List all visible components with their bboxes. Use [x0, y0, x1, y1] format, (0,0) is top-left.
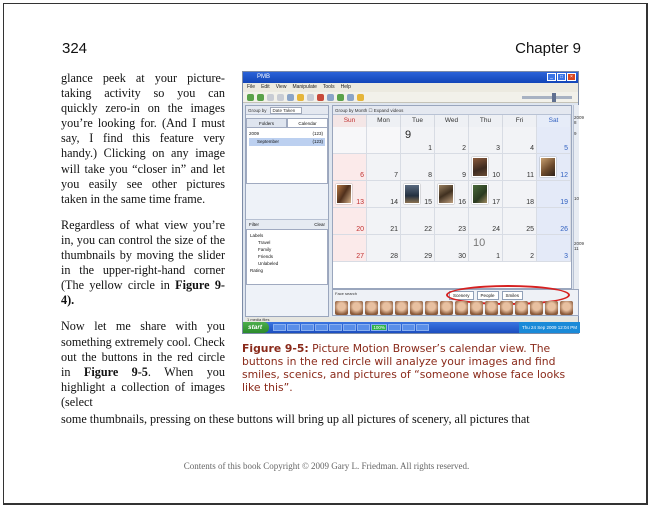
taskbar-apps — [273, 324, 429, 331]
view-tabs — [246, 118, 328, 128]
left-pane — [245, 105, 329, 317]
calendar-day-number: 26 — [560, 226, 568, 233]
calendar-day-number: 2 — [462, 145, 466, 152]
calendar-day-number: 2 — [530, 253, 534, 260]
edit-icon — [347, 94, 354, 101]
paragraph-2 — [61, 218, 225, 309]
calendar-day-number: 12 — [560, 172, 568, 179]
calendar-day-number: 29 — [424, 253, 432, 260]
taskbar-app — [343, 324, 356, 331]
tree-item-label: September — [257, 139, 280, 144]
calendar-day-number: 24 — [492, 226, 500, 233]
calendar-day-number: 28 — [390, 253, 398, 260]
calendar-cell — [367, 154, 401, 181]
weekday-tue: Tue — [401, 115, 435, 127]
calendar-cell — [333, 235, 367, 262]
body-text-column — [61, 71, 225, 421]
taskbar-app — [329, 324, 342, 331]
taskbar — [243, 322, 580, 333]
calendar-cell — [469, 181, 503, 208]
calendar-cell — [469, 235, 503, 262]
weekday-mon: Mon — [367, 115, 401, 127]
face-thumbnail — [485, 301, 498, 315]
calendar-cell — [435, 208, 469, 235]
taskbar-app — [357, 324, 370, 331]
paragraph-3-text-end: . When you highlight a collection of images (select — [61, 364, 225, 409]
figure-reference: Figure 9-4). — [61, 278, 225, 308]
print-icon — [327, 94, 334, 101]
filter-label: Filter — [249, 222, 259, 227]
face-search-bar — [332, 289, 579, 316]
chapter-heading: Chapter 9 — [515, 40, 581, 57]
close-icon: × — [567, 73, 576, 81]
calendar-day-number: 16 — [458, 199, 466, 206]
system-tray-clock: Thu 24 Sep 2009 12:04 PM — [519, 322, 580, 333]
calendar-cell — [503, 154, 537, 181]
forward-icon — [257, 94, 264, 101]
calendar-day-number: 3 — [496, 145, 500, 152]
menu-help: Help — [340, 84, 351, 90]
calendar-day-number: 9 — [462, 172, 466, 179]
face-search-label: Face search — [335, 291, 358, 296]
calendar-day-number: 1 — [496, 253, 500, 260]
calendar-cell — [333, 154, 367, 181]
face-thumbnail — [350, 301, 363, 315]
calendar-day-number: 5 — [564, 145, 568, 152]
minimize-icon: _ — [547, 73, 556, 81]
face-thumbnail — [440, 301, 453, 315]
face-thumbnail — [365, 301, 378, 315]
calendar-cell — [435, 181, 469, 208]
menu-manipulate: Manipulate — [292, 84, 317, 90]
photo-thumbnail — [540, 157, 556, 177]
calendar-cell — [401, 181, 435, 208]
calendar-cell — [435, 127, 469, 154]
toolbar-icon — [267, 94, 274, 101]
calendar-day-number: 21 — [390, 226, 398, 233]
calendar-day-number: 13 — [356, 199, 364, 206]
taskbar-app — [416, 324, 429, 331]
copyright-footer: Contents of this book Copyright © 2009 Gary L. Friedman. All rights reserved. — [183, 461, 470, 471]
toolbar-icon — [307, 94, 314, 101]
calendar-day-number: 15 — [424, 199, 432, 206]
scenery-button: Scenery — [449, 291, 474, 300]
page-number: 324 — [62, 40, 88, 57]
calendar-day-number: 23 — [458, 226, 466, 233]
month-marker: 8 — [574, 120, 577, 125]
maximize-icon: □ — [557, 73, 566, 81]
paragraph-2-text: Regardless of what view you’re in, you can control the size of the thumbnails by moving the slider in the upper-right-hand corner (The yellow circle in — [61, 217, 225, 293]
calendar-cell — [469, 127, 503, 154]
calendar-cell — [503, 208, 537, 235]
face-thumbnail — [380, 301, 393, 315]
filter-clear-button: Clear — [314, 222, 325, 227]
calendar-cell — [367, 235, 401, 262]
face-thumbnails — [335, 301, 573, 315]
taskbar-app — [388, 324, 401, 331]
menu-bar — [243, 83, 578, 92]
tree-item-month — [249, 138, 325, 146]
calendar-cell — [333, 181, 367, 208]
calendar-cell — [401, 127, 435, 154]
tree-item-year — [249, 130, 325, 138]
calendar-cell — [333, 127, 367, 154]
group-by-label: Group by — [248, 108, 267, 113]
calendar-cell — [537, 208, 571, 235]
calendar-day-number: 4 — [530, 145, 534, 152]
menu-view: View — [275, 84, 287, 90]
calendar-day-number: 20 — [356, 226, 364, 233]
calendar-grid — [333, 115, 571, 262]
face-thumbnail — [530, 301, 543, 315]
face-thumbnail — [425, 301, 438, 315]
calendar-cell — [333, 208, 367, 235]
paragraph-3-text: Now let me share with you something extremely cool. Check out the buttons in the red circle in — [61, 319, 225, 379]
taskbar-app — [273, 324, 286, 331]
menu-file: File — [247, 84, 256, 90]
import-icon — [287, 94, 294, 101]
calendar-cell — [537, 181, 571, 208]
group-by-select: Date Taken — [270, 107, 303, 114]
calendar-day-number: 7 — [394, 172, 398, 179]
month-marker: 11 — [574, 246, 579, 251]
face-thumbnail — [335, 301, 348, 315]
filter-item-unlabeled: Unlabeled — [258, 261, 279, 266]
calendar-day-number: 6 — [360, 172, 364, 179]
calendar-cell — [401, 154, 435, 181]
filter-item-labels: Labels — [250, 233, 264, 238]
toolbar — [243, 92, 578, 103]
calendar-day-number: 14 — [390, 199, 398, 206]
face-thumbnail — [410, 301, 423, 315]
year-marker: 2009 — [574, 241, 585, 246]
face-thumbnail — [515, 301, 528, 315]
figure-screenshot — [242, 71, 585, 334]
zoom-percent: 100% — [371, 324, 387, 331]
next-month-marker: 10 — [473, 237, 486, 249]
group-by-bar — [246, 106, 328, 115]
calendar-cell — [537, 235, 571, 262]
month-marker: 10 — [574, 196, 580, 201]
toolbar-icon — [277, 94, 284, 101]
menu-edit: Edit — [261, 84, 270, 90]
start-button: start — [243, 322, 269, 333]
calendar-view — [332, 105, 572, 289]
share-icon — [337, 94, 344, 101]
weekday-fri: Fri — [503, 115, 537, 127]
calendar-cell — [469, 208, 503, 235]
filter-item-family: Family — [258, 247, 272, 252]
calendar-day-number: 11 — [526, 172, 534, 179]
taskbar-app — [402, 324, 415, 331]
tab-calendar: Calendar — [287, 118, 328, 128]
calendar-day-number: 18 — [526, 199, 534, 206]
weekday-wed: Wed — [435, 115, 469, 127]
weekday-sun: Sun — [333, 115, 367, 127]
calendar-day-number: 30 — [458, 253, 466, 260]
calendar-day-number: 10 — [492, 172, 500, 179]
calendar-cell — [537, 127, 571, 154]
photo-thumbnail — [336, 184, 352, 204]
face-thumbnail — [395, 301, 408, 315]
calendar-day-number: 22 — [424, 226, 432, 233]
weekday-thu: Thu — [469, 115, 503, 127]
month-marker: 9 — [405, 129, 412, 141]
taskbar-app — [301, 324, 314, 331]
menu-tools: Tools — [322, 84, 335, 90]
calendar-cell — [503, 127, 537, 154]
year-marker: 2009 — [574, 115, 585, 120]
calendar-cell — [401, 235, 435, 262]
people-button: People — [477, 291, 499, 300]
calendar-toolbar: Group by Month ☐ Expand videos — [333, 106, 571, 115]
taskbar-app — [315, 324, 328, 331]
calendar-day-number: 27 — [356, 253, 364, 260]
filter-item-travel: Travel — [258, 240, 271, 245]
tree-item-count: (123) — [312, 131, 323, 136]
face-thumbnail — [455, 301, 468, 315]
calendar-cell — [435, 235, 469, 262]
photo-thumbnail — [472, 184, 488, 204]
taskbar-app — [287, 324, 300, 331]
calendar-cell — [401, 208, 435, 235]
figure-reference: Figure 9-5 — [83, 364, 148, 379]
calendar-day-number: 17 — [492, 199, 500, 206]
face-thumbnail — [470, 301, 483, 315]
photo-thumbnail — [404, 184, 420, 204]
paragraph-3 — [61, 319, 225, 410]
tree-item-count: (123) — [312, 139, 323, 144]
thumbnail-size-slider — [522, 96, 572, 99]
calendar-cell — [503, 235, 537, 262]
delete-icon — [317, 94, 324, 101]
calendar-tree — [246, 128, 328, 184]
tab-folders: Folders — [246, 118, 287, 128]
calendar-day-number: 25 — [526, 226, 534, 233]
filter-item-rating: Rating — [250, 268, 264, 273]
folder-icon — [297, 94, 304, 101]
calendar-cell — [469, 154, 503, 181]
filter-list — [246, 229, 328, 285]
smiles-button: Smiles — [502, 291, 524, 300]
calendar-day-number: 3 — [564, 253, 568, 260]
figure-caption — [242, 342, 587, 394]
calendar-cell — [435, 154, 469, 181]
face-thumbnail — [500, 301, 513, 315]
filter-item-friends: Friends — [258, 254, 274, 259]
calendar-cell — [367, 127, 401, 154]
calendar-day-number: 19 — [560, 199, 568, 206]
window-titlebar — [243, 72, 578, 83]
calendar-cell — [367, 208, 401, 235]
calendar-day-number: 1 — [428, 145, 432, 152]
calendar-day-number: 8 — [428, 172, 432, 179]
caption-text: Picture Motion Browser’s calendar view. The buttons in the red circle will analyze your images and find smiles, scenics, and pictures of “someone whose face looks like this”. — [242, 342, 566, 394]
calendar-cell — [537, 154, 571, 181]
tree-item-label: 2009 — [249, 131, 260, 136]
calendar-cell — [367, 181, 401, 208]
window-title: PMB — [257, 74, 271, 80]
disc-icon — [357, 94, 364, 101]
paragraph-1: glance peek at your picture-taking activity so you can quickly zero-in on the images you’re looking for. (And I must say, I find this feature very handy.) Clicking on any image will take you “closer in” and let you easily see other pictures taken in the same time frame. — [61, 71, 225, 206]
back-icon — [247, 94, 254, 101]
face-thumbnail — [545, 301, 558, 315]
photo-thumbnail — [438, 184, 454, 204]
year-scroll-column — [573, 105, 585, 289]
month-marker: 9 — [574, 131, 577, 136]
weekday-sat: Sat — [537, 115, 571, 127]
filter-header — [246, 219, 328, 229]
full-width-text-line: some thumbnails, pressing on these buttons will bring up all pictures of scenery, all pictures that — [61, 412, 530, 426]
caption-label: Figure 9-5: — [242, 342, 309, 355]
status-bar: 1 media files — [245, 317, 578, 323]
photo-thumbnail — [472, 157, 488, 177]
face-thumbnail — [560, 301, 573, 315]
calendar-cell — [503, 181, 537, 208]
